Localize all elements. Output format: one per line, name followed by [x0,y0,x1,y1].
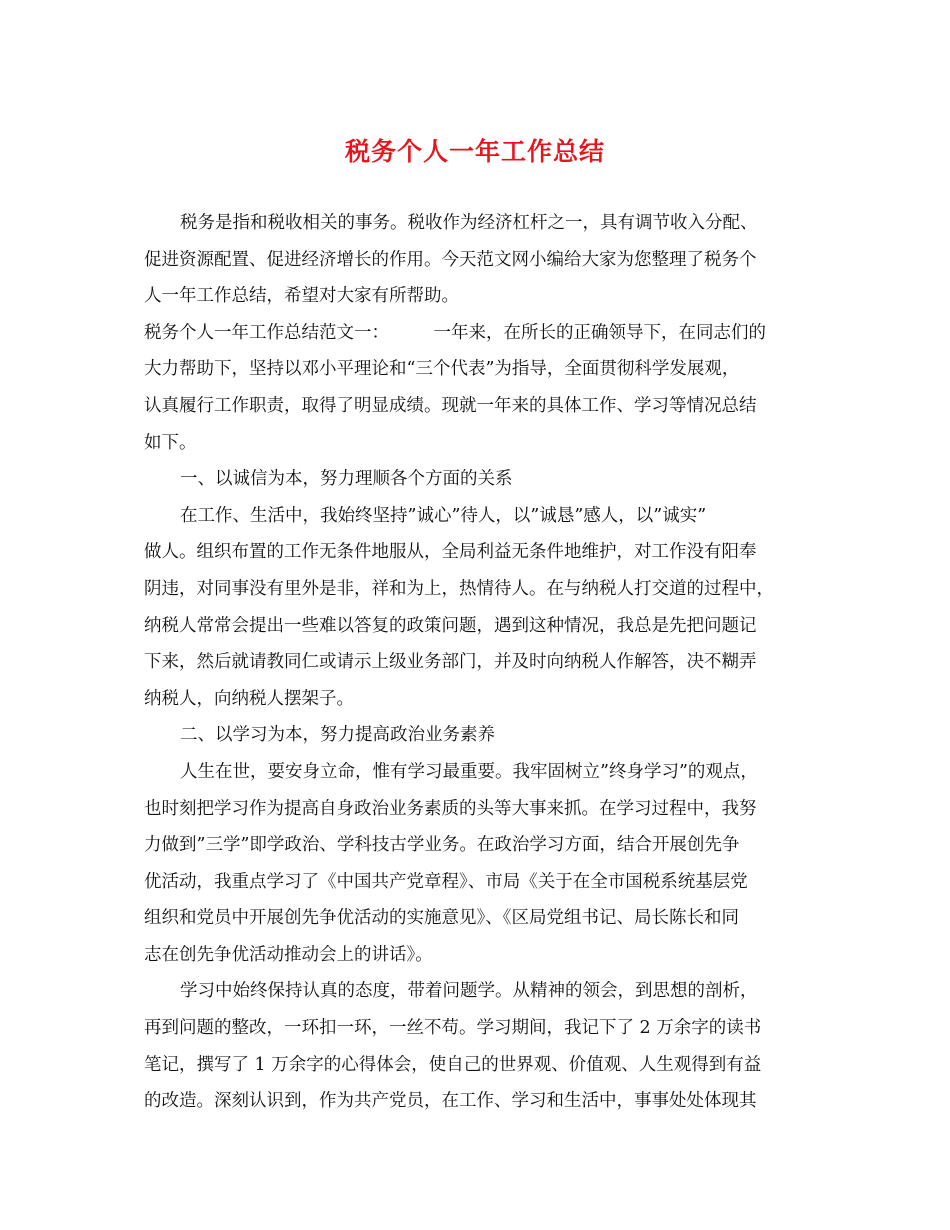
body-text-line: 力做到”三学”即学政治、学科技古学业务。在政治学习方面，结合开展创先争 [144,835,740,856]
body-text-line: 在工作、生活中，我始终坚持”诚心”待人，以”诚恳”感人，以”诚实” [180,505,707,526]
document-title: 税务个人一年工作总结 [344,137,605,166]
body-text-line: 税务个人一年工作总结范文一： 一年来，在所长的正确领导下，在同志们的 [144,322,766,343]
body-text-line: 做人。组织布置的工作无条件地服从，全局利益无条件地维护，对工作没有阳奉 [144,542,757,563]
body-text-line: 如下。 [144,432,197,453]
body-text-line: 下来，然后就请教同仁或请示上级业务部门，并及时向纳税人作解答，决不糊弄 [144,652,757,673]
body-text-line: 二、以学习为本，努力提高政治业务素养 [180,725,495,746]
body-text-line: 志在创先争优活动推动会上的讲话》。 [144,944,433,965]
body-text-line: 优活动，我重点学习了《中国共产党章程》、市局《关于在全市国税系统基层党 [144,871,748,892]
body-text-line: 也时刻把学习作为提高自身政治业务素质的头等大事来抓。在学习过程中，我努 [144,798,757,819]
body-text-line: 人一年工作总结，希望对大家有所帮助。 [144,286,459,307]
body-text-line: 的改造。深刻认识到，作为共产党员，在工作、学习和生活中，事事处处体现其 [144,1091,757,1112]
body-text-line: 大力帮助下，坚持以邓小平理论和“三个代表”为指导，全面贯彻科学发展观， [144,359,740,380]
body-text-line: 纳税人，向纳税人摆架子。 [144,688,354,709]
body-text-line: 组织和党员中开展创先争优活动的实施意见》、《区局党组书记、局长陈长和同 [144,908,739,929]
document-body [144,205,814,1120]
body-text-line: 再到问题的整改，一环扣一环，一丝不苟。学习期间，我记下了 2 万余字的读书 [144,1018,762,1039]
body-text-line: 认真履行工作职责，取得了明显成绩。现就一年来的具体工作、学习等情况总结 [144,395,757,416]
body-text-line: 税务是指和税收相关的事务。税收作为经济杠杆之一，具有调节收入分配、 [180,213,758,233]
body-text-line: 人生在世，要安身立命，惟有学习最重要。我牢固树立”终身学习”的观点， [180,761,758,782]
body-text-line: 促进资源配置、促进经济增长的作用。今天范文网小编给大家为您整理了税务个 [144,249,757,270]
body-text-line: 笔记，撰写了 1 万余字的心得体会，使自己的世界观、价值观、人生观得到有益 [144,1054,762,1075]
body-text-line: 一、以诚信为本，努力理顺各个方面的关系 [180,469,513,490]
body-text-line: 学习中始终保持认真的态度，带着问题学。从精神的领会，到思想的剖析， [180,981,758,1002]
body-text-line: 纳税人常常会提出一些难以答复的政策问题，遇到这种情况，我总是先把问题记 [144,615,757,636]
body-text-line: 阴违，对同事没有里外是非，祥和为上，热情待人。在与纳税人打交道的过程中， [144,578,774,599]
